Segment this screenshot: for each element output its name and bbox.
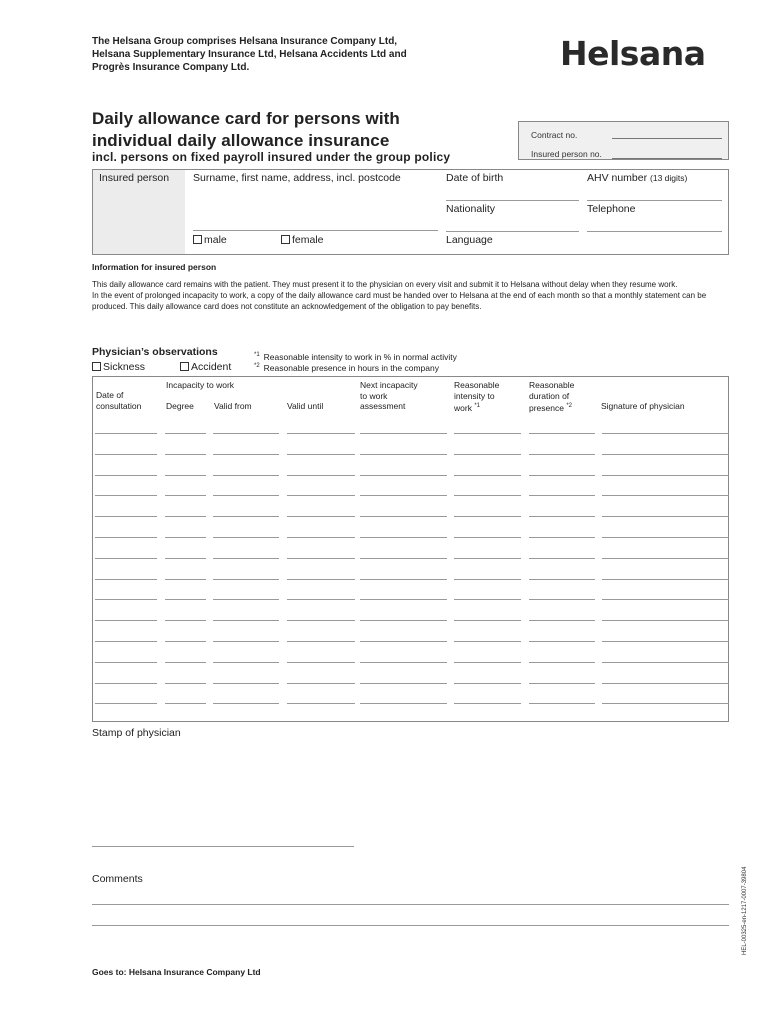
table-cell-line[interactable] bbox=[287, 495, 355, 496]
table-cell-line[interactable] bbox=[165, 516, 206, 517]
table-cell-line[interactable] bbox=[602, 579, 729, 580]
table-cell-line[interactable] bbox=[165, 641, 206, 642]
stamp-label: Stamp of physician bbox=[92, 727, 181, 739]
table-cell-line[interactable] bbox=[360, 495, 447, 496]
footnote-1-text: Reasonable intensity to work in % in normal activity bbox=[263, 352, 457, 362]
insured-person-no-label: Insured person no. bbox=[531, 149, 602, 159]
table-cell-line[interactable] bbox=[360, 516, 447, 517]
table-cell-line[interactable] bbox=[360, 433, 447, 434]
helsana-logo: Helsana bbox=[560, 34, 706, 73]
table-cell-line[interactable] bbox=[529, 662, 595, 663]
table-cell-line[interactable] bbox=[360, 558, 447, 559]
female-checkbox[interactable] bbox=[281, 235, 290, 244]
table-cell-line[interactable] bbox=[454, 537, 521, 538]
table-cell-line[interactable] bbox=[454, 495, 521, 496]
info-heading: Information for insured person bbox=[92, 262, 217, 272]
table-cell-line[interactable] bbox=[454, 454, 521, 455]
table-cell-line[interactable] bbox=[287, 703, 355, 704]
incapacity-group-header: Incapacity to work bbox=[166, 380, 235, 390]
table-cell-line[interactable] bbox=[165, 475, 206, 476]
table-cell-line[interactable] bbox=[95, 599, 157, 600]
table-cell-line[interactable] bbox=[529, 558, 595, 559]
table-cell-line[interactable] bbox=[602, 703, 729, 704]
col-intensity-line-1: Reasonable bbox=[454, 380, 500, 390]
table-cell-line[interactable] bbox=[287, 662, 355, 663]
table-cell-line[interactable] bbox=[213, 558, 279, 559]
table-cell-line[interactable] bbox=[360, 662, 447, 663]
col-date-header-line-2: consultation bbox=[96, 400, 142, 411]
table-cell-line[interactable] bbox=[360, 475, 447, 476]
table-cell-line[interactable] bbox=[287, 537, 355, 538]
group-notice-line-3: Progrès Insurance Company Ltd. bbox=[92, 62, 250, 73]
ahv-number-field[interactable] bbox=[587, 200, 722, 201]
table-cell-line[interactable] bbox=[95, 558, 157, 559]
col-presence-line-3 bbox=[529, 401, 574, 413]
footnote-1 bbox=[254, 352, 457, 362]
col-presence-line-2: duration of bbox=[529, 390, 570, 401]
table-cell-line[interactable] bbox=[454, 516, 521, 517]
col-presence-line-3-text: presence bbox=[529, 402, 564, 413]
table-cell-line[interactable] bbox=[529, 475, 595, 476]
table-cell-line[interactable] bbox=[95, 579, 157, 580]
table-cell-line[interactable] bbox=[95, 537, 157, 538]
date-of-birth-field[interactable] bbox=[446, 200, 579, 201]
table-cell-line[interactable] bbox=[213, 495, 279, 496]
footnote-2 bbox=[254, 363, 439, 373]
accident-option[interactable] bbox=[180, 361, 231, 373]
table-cell-line[interactable] bbox=[165, 558, 206, 559]
goes-to: Goes to: Helsana Insurance Company Ltd bbox=[92, 967, 261, 977]
telephone-field[interactable] bbox=[587, 231, 722, 232]
col-next-line-2: to work bbox=[360, 390, 388, 401]
table-cell-line[interactable] bbox=[602, 683, 729, 684]
table-cell-line[interactable] bbox=[360, 599, 447, 600]
col-intensity-line-2: intensity to bbox=[454, 390, 495, 401]
col-date-header bbox=[96, 390, 141, 411]
col-next-line-1: Next incapacity bbox=[360, 380, 418, 390]
table-cell-line[interactable] bbox=[454, 579, 521, 580]
stamp-field[interactable] bbox=[92, 846, 354, 847]
col-signature-header: Signature of physician bbox=[601, 401, 685, 411]
table-cell-line[interactable] bbox=[213, 433, 279, 434]
sickness-checkbox[interactable] bbox=[92, 362, 101, 371]
table-cell-line[interactable] bbox=[95, 641, 157, 642]
table-cell-line[interactable] bbox=[165, 662, 206, 663]
table-cell-line[interactable] bbox=[213, 579, 279, 580]
accident-checkbox[interactable] bbox=[180, 362, 189, 371]
table-cell-line[interactable] bbox=[529, 433, 595, 434]
table-cell-line[interactable] bbox=[287, 641, 355, 642]
footnote-2-text: Reasonable presence in hours in the company bbox=[263, 363, 439, 373]
table-cell-line[interactable] bbox=[529, 703, 595, 704]
table-cell-line[interactable] bbox=[602, 495, 729, 496]
insured-person-label: Insured person bbox=[99, 172, 170, 184]
table-cell-line[interactable] bbox=[287, 558, 355, 559]
table-cell-line[interactable] bbox=[213, 475, 279, 476]
contract-no-label: Contract no. bbox=[531, 130, 578, 140]
male-checkbox[interactable] bbox=[193, 235, 202, 244]
table-cell-line[interactable] bbox=[529, 516, 595, 517]
table-cell-line[interactable] bbox=[287, 454, 355, 455]
table-cell-line[interactable] bbox=[602, 662, 729, 663]
table-cell-line[interactable] bbox=[213, 620, 279, 621]
table-cell-line[interactable] bbox=[454, 475, 521, 476]
table-cell-line[interactable] bbox=[529, 454, 595, 455]
female-option[interactable] bbox=[281, 234, 324, 246]
table-cell-line[interactable] bbox=[213, 662, 279, 663]
col-next-assessment-header bbox=[360, 380, 418, 412]
table-cell-line[interactable] bbox=[360, 537, 447, 538]
table-cell-line[interactable] bbox=[454, 703, 521, 704]
nationality-field[interactable] bbox=[446, 231, 579, 232]
language-label: Language bbox=[446, 234, 493, 246]
insured-person-no-field[interactable] bbox=[612, 158, 722, 159]
page-title-line-2: individual daily allowance insurance bbox=[92, 131, 390, 150]
table-cell-line[interactable] bbox=[287, 516, 355, 517]
table-cell-line[interactable] bbox=[529, 495, 595, 496]
table-cell-line[interactable] bbox=[454, 620, 521, 621]
ahv-number-hint: (13 digits) bbox=[650, 173, 688, 183]
footnote-1-mark: *1 bbox=[254, 352, 260, 359]
table-cell-line[interactable] bbox=[602, 516, 729, 517]
table-cell-line[interactable] bbox=[213, 516, 279, 517]
table-cell-line[interactable] bbox=[529, 579, 595, 580]
table-cell-line[interactable] bbox=[360, 454, 447, 455]
table-cell-line[interactable] bbox=[95, 475, 157, 476]
physician-heading: Physician’s observations bbox=[92, 346, 218, 358]
table-cell-line[interactable] bbox=[287, 579, 355, 580]
accident-label: Accident bbox=[191, 361, 232, 373]
table-cell-line[interactable] bbox=[165, 703, 206, 704]
table-cell-line[interactable] bbox=[165, 683, 206, 684]
table-cell-line[interactable] bbox=[360, 641, 447, 642]
sickness-label: Sickness bbox=[103, 361, 146, 373]
table-cell-line[interactable] bbox=[95, 433, 157, 434]
group-notice-line-2: Helsana Supplementary Insurance Ltd, Helsana Accidents Ltd and bbox=[92, 49, 407, 60]
table-cell-line[interactable] bbox=[213, 703, 279, 704]
table-cell-line[interactable] bbox=[529, 537, 595, 538]
table-cell-line[interactable] bbox=[529, 641, 595, 642]
telephone-label: Telephone bbox=[587, 203, 636, 215]
col-next-line-3: assessment bbox=[360, 401, 406, 411]
table-cell-line[interactable] bbox=[95, 662, 157, 663]
sickness-option[interactable] bbox=[92, 361, 145, 373]
info-paragraph-2: In the event of prolonged incapacity to work, a copy of the daily allowance card must be handed over to Helsana at the end of each month so that a monthly statement can be produced. This daily allowance card does not constitute an acknowledgement of the obligation to pay benefits. bbox=[92, 291, 707, 311]
table-cell-line[interactable] bbox=[360, 683, 447, 684]
male-label: male bbox=[204, 234, 227, 246]
table-cell-line[interactable] bbox=[287, 433, 355, 434]
ahv-number-label-text: AHV number bbox=[587, 172, 648, 184]
table-cell-line[interactable] bbox=[213, 683, 279, 684]
info-text bbox=[92, 279, 732, 312]
col-presence-line-1: Reasonable bbox=[529, 380, 575, 390]
comments-field-line-2[interactable] bbox=[92, 925, 729, 926]
page-title-line-1: Daily allowance card for persons with bbox=[92, 109, 400, 128]
table-cell-line[interactable] bbox=[529, 683, 595, 684]
group-notice-line-1: The Helsana Group comprises Helsana Insurance Company Ltd, bbox=[92, 36, 398, 47]
table-cell-line[interactable] bbox=[165, 537, 206, 538]
table-cell-line[interactable] bbox=[95, 620, 157, 621]
table-cell-line[interactable] bbox=[213, 599, 279, 600]
observations-table bbox=[92, 376, 729, 722]
table-cell-line[interactable] bbox=[213, 641, 279, 642]
table-cell-line[interactable] bbox=[165, 620, 206, 621]
comments-label: Comments bbox=[92, 873, 143, 885]
contract-no-field[interactable] bbox=[612, 138, 722, 139]
table-cell-line[interactable] bbox=[287, 475, 355, 476]
table-cell-line[interactable] bbox=[454, 683, 521, 684]
contract-info-box bbox=[518, 121, 729, 160]
table-cell-line[interactable] bbox=[602, 454, 729, 455]
table-cell-line[interactable] bbox=[95, 516, 157, 517]
table-cell-line[interactable] bbox=[165, 433, 206, 434]
col-valid-from-header: Valid from bbox=[214, 401, 252, 411]
table-cell-line[interactable] bbox=[287, 599, 355, 600]
nationality-label: Nationality bbox=[446, 203, 496, 215]
table-cell-line[interactable] bbox=[602, 475, 729, 476]
info-paragraph-1: This daily allowance card remains with the patient. They must present it to the physician on every visit and submit it to Helsana without delay when they resume work. bbox=[92, 280, 678, 289]
table-cell-line[interactable] bbox=[602, 558, 729, 559]
col-presence-mark: *2 bbox=[566, 403, 573, 409]
col-date-header-line-1: Date of bbox=[96, 390, 124, 400]
table-cell-line[interactable] bbox=[602, 433, 729, 434]
comments-field-line-1[interactable] bbox=[92, 904, 729, 905]
col-intensity-line-3 bbox=[454, 401, 499, 413]
table-cell-line[interactable] bbox=[213, 454, 279, 455]
table-cell-line[interactable] bbox=[165, 454, 206, 455]
table-cell-line[interactable] bbox=[287, 683, 355, 684]
col-intensity-header bbox=[454, 380, 499, 413]
table-cell-line[interactable] bbox=[165, 579, 206, 580]
table-cell-line[interactable] bbox=[360, 620, 447, 621]
table-cell-line[interactable] bbox=[454, 558, 521, 559]
table-cell-line[interactable] bbox=[454, 662, 521, 663]
table-cell-line[interactable] bbox=[602, 620, 729, 621]
table-cell-line[interactable] bbox=[529, 620, 595, 621]
table-cell-line[interactable] bbox=[95, 495, 157, 496]
table-cell-line[interactable] bbox=[454, 433, 521, 434]
table-cell-line[interactable] bbox=[213, 537, 279, 538]
col-degree-header: Degree bbox=[166, 401, 194, 411]
col-intensity-line-3-text: work bbox=[454, 402, 472, 413]
table-cell-line[interactable] bbox=[95, 454, 157, 455]
footnote-2-mark: *2 bbox=[254, 363, 260, 370]
col-presence-header bbox=[529, 380, 574, 413]
table-cell-line[interactable] bbox=[287, 620, 355, 621]
form-code: HEL-00325-en-1217-0007-39804 bbox=[742, 866, 748, 955]
female-label: female bbox=[292, 234, 324, 246]
table-cell-line[interactable] bbox=[529, 599, 595, 600]
table-cell-line[interactable] bbox=[165, 599, 206, 600]
table-cell-line[interactable] bbox=[95, 703, 157, 704]
page-subtitle: incl. persons on fixed payroll insured under the group policy bbox=[92, 150, 451, 164]
table-cell-line[interactable] bbox=[360, 579, 447, 580]
date-of-birth-label: Date of birth bbox=[446, 172, 504, 184]
table-cell-line[interactable] bbox=[602, 599, 729, 600]
table-cell-line[interactable] bbox=[602, 537, 729, 538]
ahv-number-label bbox=[587, 172, 687, 184]
table-cell-line[interactable] bbox=[360, 703, 447, 704]
table-cell-line[interactable] bbox=[95, 683, 157, 684]
col-valid-until-header: Valid until bbox=[287, 401, 324, 411]
table-cell-line[interactable] bbox=[454, 599, 521, 600]
table-cell-line[interactable] bbox=[602, 641, 729, 642]
table-cell-line[interactable] bbox=[165, 495, 206, 496]
name-address-field[interactable] bbox=[193, 230, 438, 231]
col-intensity-mark: *1 bbox=[474, 403, 480, 409]
name-address-label: Surname, first name, address, incl. postcode bbox=[193, 172, 401, 184]
table-cell-line[interactable] bbox=[454, 641, 521, 642]
male-option[interactable] bbox=[193, 234, 227, 246]
